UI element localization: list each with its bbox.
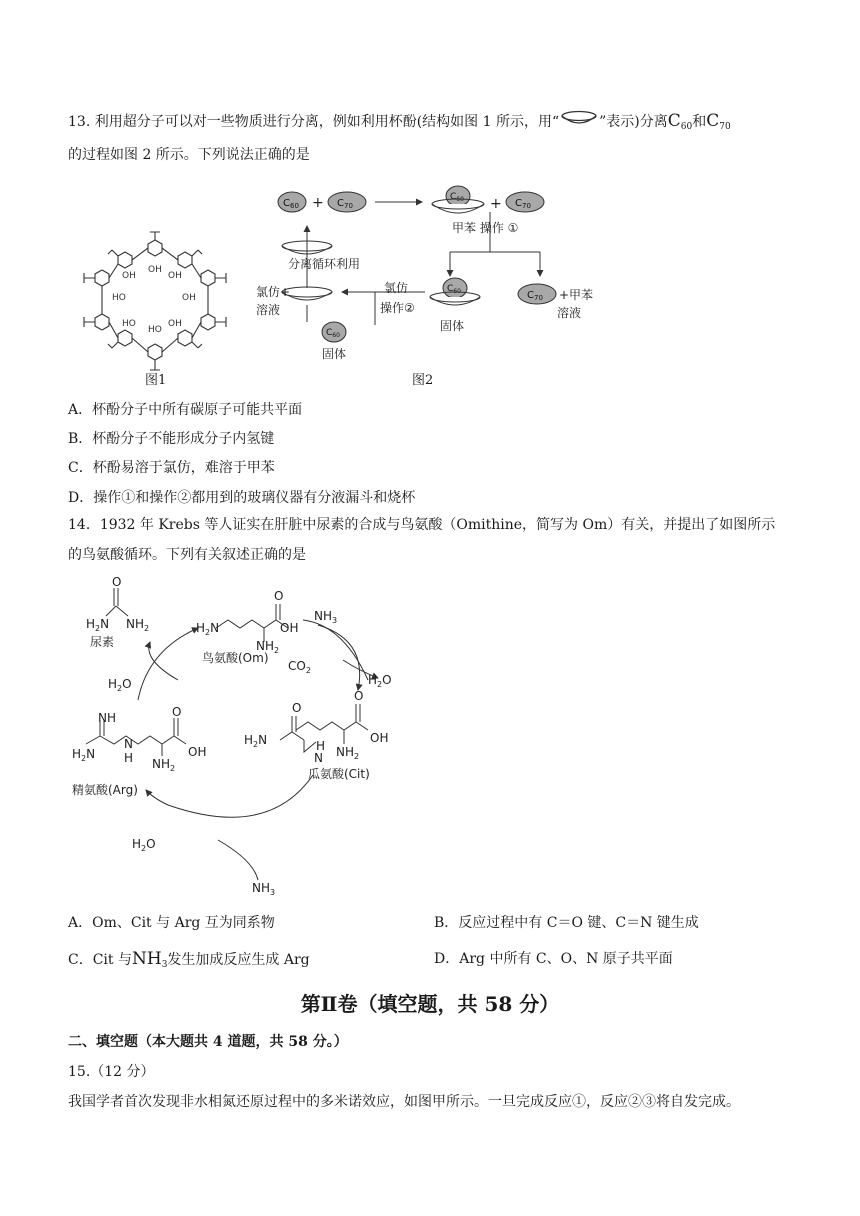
q14-line2: 的鸟氨酸循环。下列有关叙述正确的是 bbox=[68, 547, 306, 563]
svg-text:HO: HO bbox=[122, 319, 136, 329]
svg-text:H2N: $H_2N$ bbox=[72, 747, 96, 763]
q14-option-a[interactable]: A．Om、Cit 与 Arg 互为同系物 bbox=[68, 915, 275, 931]
svg-text:NH2: $NH_2$ bbox=[256, 639, 280, 655]
figure-1-calixarene-structure bbox=[70, 230, 240, 390]
svg-text:循环利用: 循环利用 bbox=[312, 257, 361, 271]
svg-text:NH2: $NH_2$ bbox=[152, 757, 176, 773]
svg-text:NH3: $NH_3$ bbox=[252, 881, 276, 897]
svg-text:溶液: 溶液 bbox=[557, 306, 582, 320]
svg-text:氯仿+: 氯仿+ bbox=[256, 285, 291, 299]
svg-text:H: H bbox=[316, 739, 326, 753]
svg-text:NH2: $NH_2$ bbox=[126, 617, 150, 633]
q13-option-b[interactable]: B．杯酚分子不能形成分子内氢键 bbox=[68, 431, 275, 447]
svg-text:O: O bbox=[112, 575, 122, 589]
svg-text:OH: OH bbox=[370, 731, 389, 745]
svg-text:+: + bbox=[490, 196, 502, 212]
svg-text:O: O bbox=[354, 689, 364, 703]
q13-option-d[interactable]: D．操作①和操作②都用到的玻璃仪器有分液漏斗和烧杯 bbox=[68, 490, 416, 506]
svg-text:CO2: $CO_2$ bbox=[288, 659, 311, 675]
figure-2-caption: 图2 bbox=[412, 373, 434, 388]
svg-text:分离: 分离 bbox=[288, 257, 313, 271]
q15-score: 15.（12 分） bbox=[68, 1064, 155, 1080]
svg-text:C70: $C_{70}$ bbox=[337, 198, 353, 210]
svg-text:C60: $C_{60}$ bbox=[326, 328, 340, 339]
svg-text:固体: 固体 bbox=[322, 347, 347, 361]
svg-text:N: N bbox=[314, 751, 323, 765]
section-title: 第Ⅱ卷（填空题，共 58 分） bbox=[300, 992, 560, 1016]
figure-2-separation-process bbox=[250, 180, 620, 365]
svg-text:固体: 固体 bbox=[440, 319, 465, 333]
svg-text:精氨酸(Arg): 精氨酸(Arg) bbox=[72, 783, 138, 797]
svg-text:C70: $C_{70}$ bbox=[527, 290, 543, 302]
svg-text:H2N: $H_2N$ bbox=[244, 733, 268, 749]
svg-text:H2O: $H_2O$ bbox=[368, 673, 392, 689]
svg-text:OH: OH bbox=[188, 745, 207, 759]
svg-text:O: O bbox=[274, 589, 284, 603]
section-heading: 二、填空题（本大题共 4 道题，共 58 分。） bbox=[68, 1034, 348, 1050]
q14-option-b[interactable]: B．反应过程中有 C＝O 键、C＝N 键生成 bbox=[434, 915, 699, 931]
svg-text:OH: OH bbox=[148, 265, 162, 275]
svg-text:尿素: 尿素 bbox=[90, 635, 115, 649]
svg-text:OH: OH bbox=[122, 271, 136, 281]
svg-text:HO: HO bbox=[112, 293, 126, 303]
svg-text:OH: OH bbox=[182, 293, 196, 303]
svg-text:OH: OH bbox=[280, 621, 299, 635]
svg-text:HO: HO bbox=[148, 325, 162, 335]
svg-text:C60: $C_{60}$ bbox=[283, 198, 299, 210]
svg-text:H2O: $H_2O$ bbox=[108, 677, 132, 693]
svg-text:甲苯 操作 ①: 甲苯 操作 ① bbox=[452, 221, 519, 235]
figure-1-caption: 图1 bbox=[145, 373, 167, 388]
svg-text:操作②: 操作② bbox=[380, 301, 415, 315]
q14-option-d[interactable]: D．Arg 中所有 C、O、N 原子共平面 bbox=[434, 951, 673, 967]
q15-text: 我国学者首次发现非水相氮还原过程中的多米诺效应，如图甲所示。一旦完成反应①，反应②③将自发完成。 bbox=[68, 1094, 740, 1110]
svg-text:氯仿: 氯仿 bbox=[384, 281, 409, 295]
svg-text:+甲苯: +甲苯 bbox=[559, 288, 594, 302]
q13-line2: 的过程如图 2 所示。下列说法正确的是 bbox=[68, 147, 310, 163]
svg-text:C60: $C_{60}$ bbox=[447, 284, 461, 295]
svg-text:C70: $C_{70}$ bbox=[515, 198, 531, 210]
svg-text:H2O: $H_2O$ bbox=[132, 837, 156, 853]
svg-text:+: + bbox=[312, 195, 324, 211]
svg-text:瓜氨酸(Cit): 瓜氨酸(Cit) bbox=[308, 767, 370, 781]
svg-text:溶液: 溶液 bbox=[256, 303, 281, 317]
svg-text:NH2: $NH_2$ bbox=[336, 745, 360, 761]
q13-line1: 13. 利用超分子可以对一些物质进行分离，例如利用杯酚(结构如图 1 所示，用“ ”表示)分离$C_{60}$和$C_{70}$ bbox=[68, 111, 731, 132]
q13-option-a[interactable]: A．杯酚分子中所有碳原子可能共平面 bbox=[68, 402, 303, 418]
svg-text:N: N bbox=[124, 737, 133, 751]
calixarene-bowl-icon bbox=[559, 110, 599, 128]
svg-text:C60: $C_{60}$ bbox=[450, 192, 464, 203]
svg-text:鸟氨酸(Om): 鸟氨酸(Om) bbox=[202, 651, 269, 665]
svg-text:H2N: $H_2N$ bbox=[86, 617, 110, 633]
svg-text:H2N: $H_2N$ bbox=[196, 621, 220, 637]
q13-option-c[interactable]: C．杯酚易溶于氯仿，难溶于甲苯 bbox=[68, 460, 275, 476]
q14-option-c[interactable]: C．Cit 与$NH_3$发生加成反应生成 Arg bbox=[68, 949, 310, 970]
svg-text:OH: OH bbox=[168, 319, 182, 329]
svg-text:NH3: $NH_3$ bbox=[314, 609, 338, 625]
svg-text:NH: NH bbox=[98, 711, 116, 725]
svg-text:O: O bbox=[172, 705, 182, 719]
svg-text:H: H bbox=[124, 751, 134, 765]
svg-text:OH: OH bbox=[168, 271, 182, 281]
q14-line1: 14．1932 年 Krebs 等人证实在肝脏中尿素的合成与鸟氨酸（Omithine，简写为 Om）有关，并提出了如图所示 bbox=[68, 517, 776, 533]
ornithine-cycle-diagram bbox=[68, 570, 428, 900]
svg-text:O: O bbox=[292, 701, 302, 715]
